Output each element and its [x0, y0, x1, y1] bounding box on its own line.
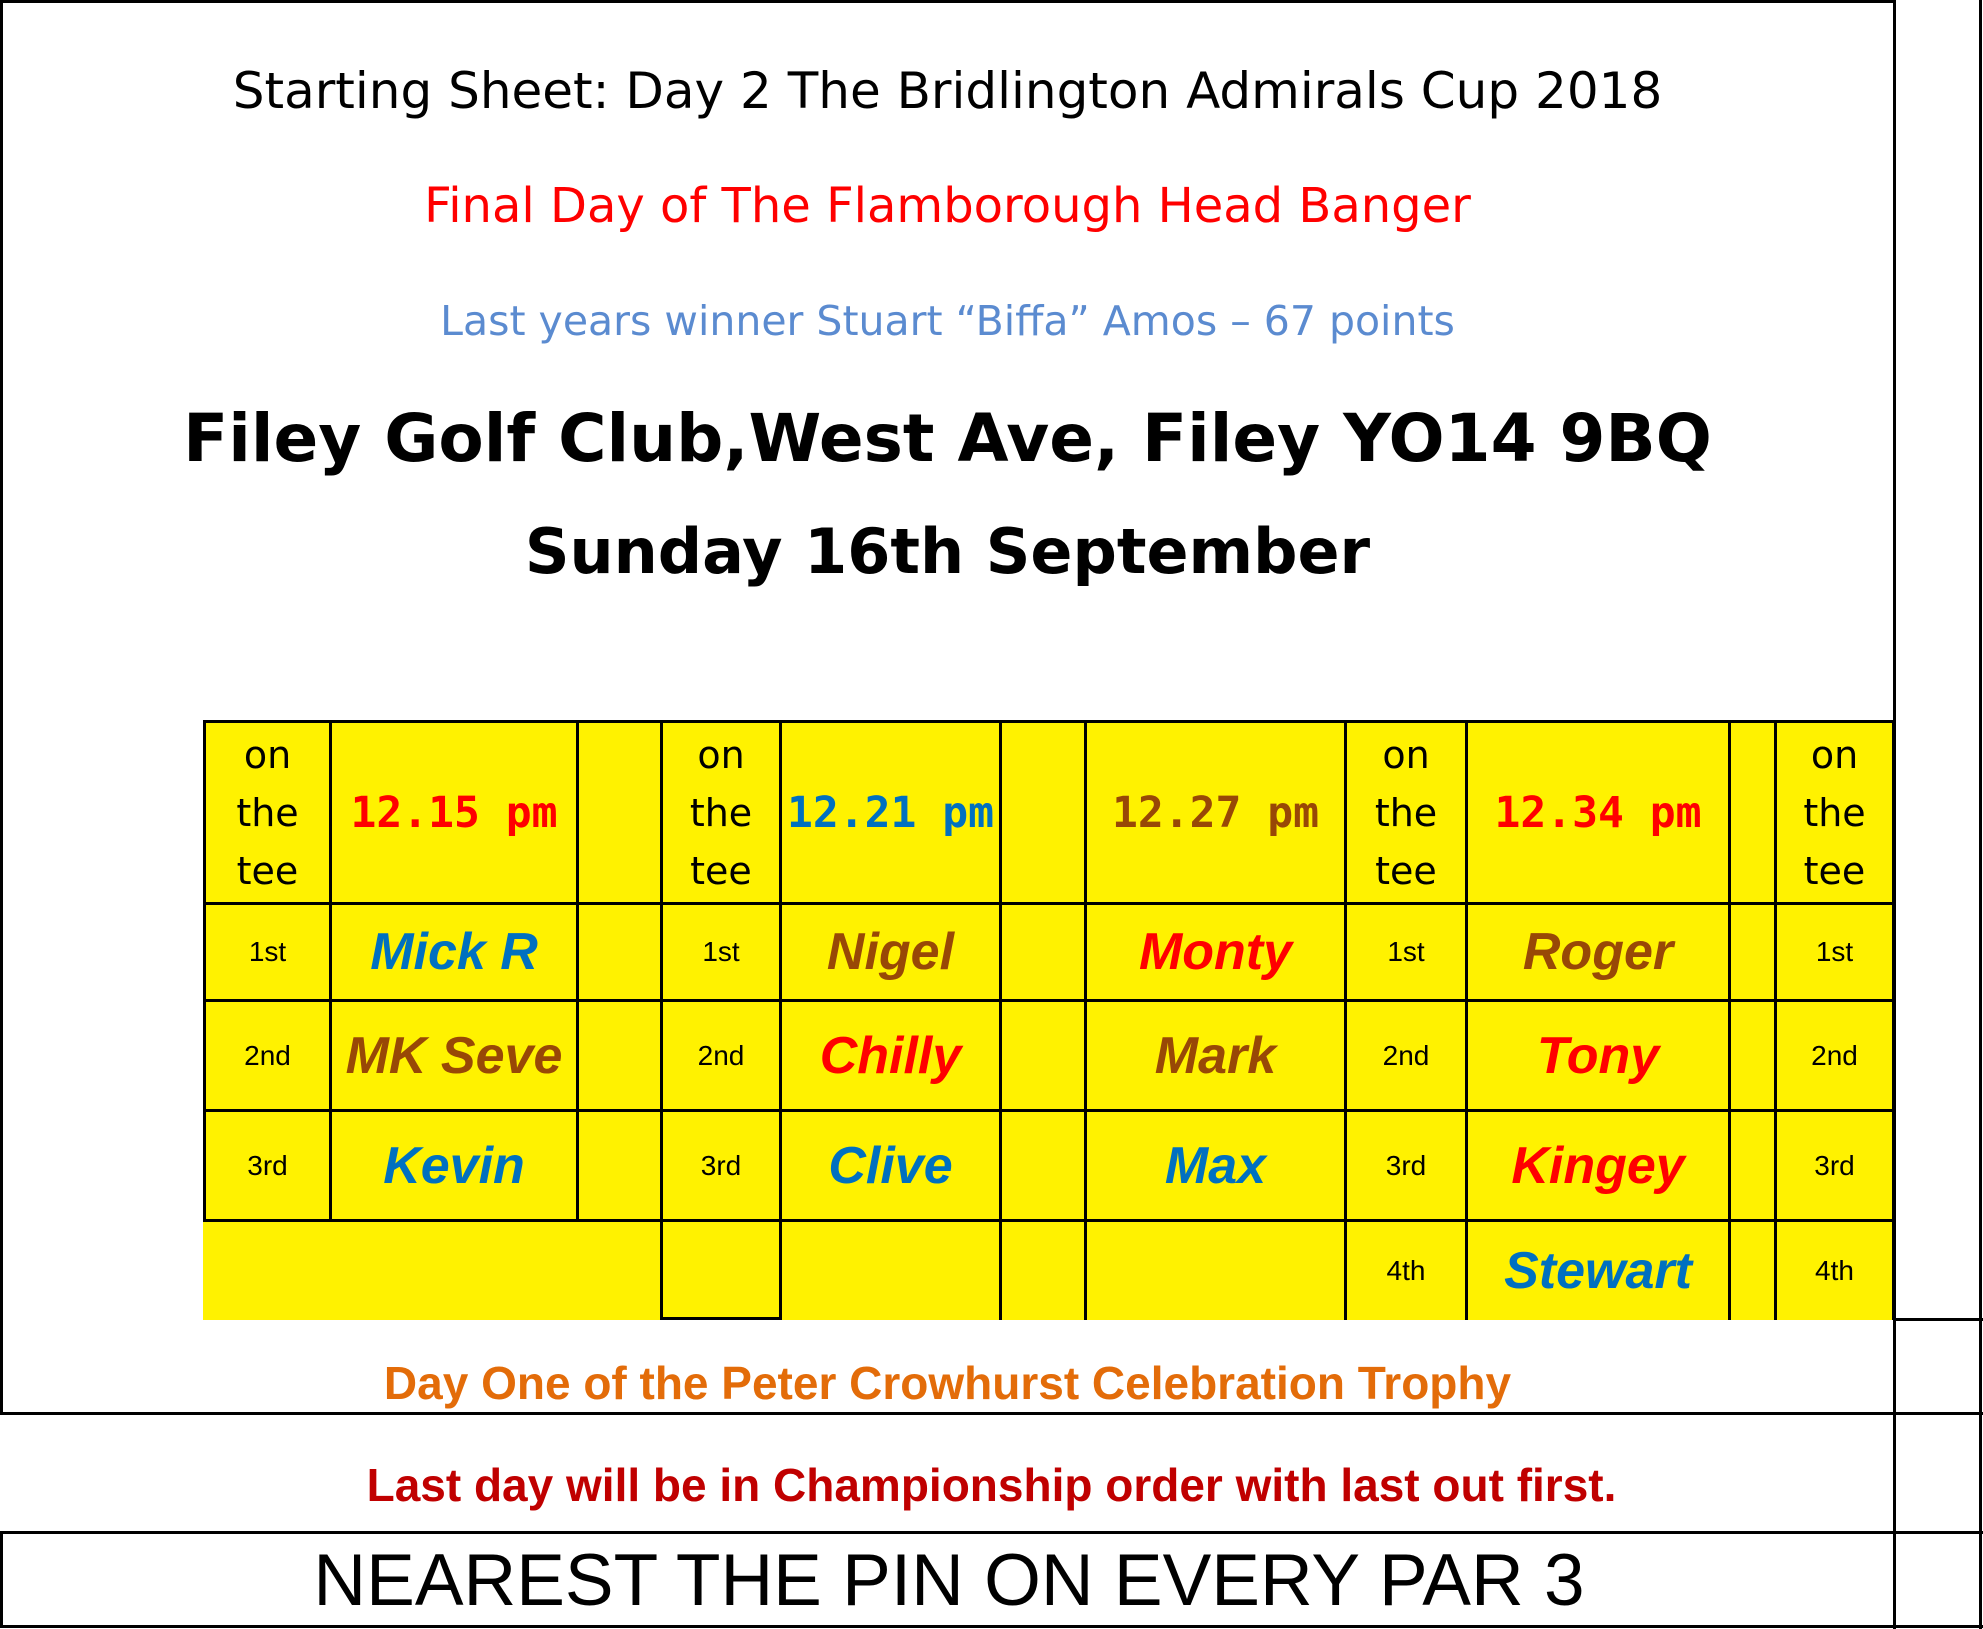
- side-box-bottom: [1895, 1412, 1983, 1415]
- on-tee-line: the: [689, 790, 753, 835]
- on-tee-line: tee: [236, 848, 299, 893]
- player-name: Mick R: [370, 923, 538, 981]
- on-tee-line: on: [243, 732, 292, 777]
- frame-far-right: [1979, 0, 1982, 1629]
- grid-line: [1728, 720, 1731, 1320]
- last-winner-note: Last years winner Stuart “Biffa” Amos – 67 points: [440, 297, 1455, 345]
- tee-times-table: [203, 720, 1895, 1320]
- on-tee-line: the: [1803, 790, 1866, 835]
- position-label: 3rd: [247, 1149, 288, 1181]
- player-name: MK Seve: [345, 1026, 563, 1085]
- on-tee-header: [1347, 723, 1465, 902]
- on-tee-line: on: [1810, 732, 1859, 777]
- tee-time-3: 12.27 pm: [1111, 787, 1320, 838]
- nearest-pin-banner: NEAREST THE PIN ON EVERY PAR 3: [0, 1531, 1895, 1628]
- player-name: Mark: [1154, 1026, 1277, 1085]
- on-tee-header: [206, 723, 329, 902]
- on-tee-line: the: [1374, 790, 1438, 835]
- position-label: 3rd: [1385, 1149, 1427, 1181]
- player-name: Max: [1164, 1136, 1267, 1195]
- player-name: Roger: [1522, 923, 1674, 981]
- on-tee-line: tee: [1803, 848, 1866, 893]
- on-tee-header: [663, 723, 779, 902]
- tee-time-2: 12.21 pm: [786, 787, 995, 838]
- grid-line: [576, 720, 579, 1222]
- player-name: Kingey: [1511, 1136, 1685, 1195]
- grid-line: [660, 1317, 782, 1320]
- position-label: 1st: [702, 936, 740, 967]
- player-name: Nigel: [826, 923, 955, 981]
- on-tee-line: on: [697, 732, 745, 777]
- side-pin-bottom: [1895, 1625, 1983, 1628]
- on-tee-line: the: [236, 790, 299, 835]
- player-name: Stewart: [1504, 1242, 1692, 1300]
- position-label: 2nd: [1382, 1039, 1430, 1071]
- tee-time-4: 12.34 pm: [1494, 787, 1702, 838]
- championship-order-note: Last day will be in Championship order with last out first.: [366, 1459, 1617, 1511]
- player-name: Clive: [828, 1136, 953, 1195]
- grid-line: [1892, 720, 1895, 1320]
- trophy-note: Day One of the Peter Crowhurst Celebration Trophy: [383, 1357, 1512, 1409]
- event-subtitle: Final Day of The Flamborough Head Banger: [424, 178, 1471, 234]
- position-label: 1st: [1387, 936, 1425, 967]
- side-pin-top: [1895, 1531, 1983, 1534]
- event-date: Sunday 16th September: [524, 515, 1371, 588]
- position-label: 3rd: [1814, 1149, 1855, 1181]
- position-label: 1st: [248, 936, 287, 967]
- position-label: 4th: [1386, 1255, 1426, 1286]
- position-label: 2nd: [697, 1039, 745, 1071]
- position-label: 3rd: [700, 1149, 742, 1181]
- position-label: 4th: [1815, 1255, 1854, 1286]
- frame-top: [0, 0, 1895, 3]
- position-label: 2nd: [1811, 1039, 1858, 1071]
- on-tee-line: tee: [690, 848, 752, 893]
- position-label: 1st: [1815, 936, 1854, 967]
- side-box-top: [1895, 1318, 1983, 1321]
- player-name: Chilly: [819, 1026, 962, 1085]
- on-tee-line: on: [1382, 732, 1430, 777]
- tee-time-1: 12.15 pm: [350, 787, 558, 838]
- frame-bottom: [0, 1412, 1895, 1415]
- player-name: Monty: [1138, 923, 1293, 981]
- grid-line: [999, 720, 1002, 1320]
- player-name: Tony: [1536, 1026, 1660, 1085]
- on-tee-line: tee: [1375, 848, 1437, 893]
- venue-address: Filey Golf Club,West Ave, Filey YO14 9BQ: [183, 400, 1712, 477]
- on-tee-header: [1777, 723, 1892, 902]
- player-name: Kevin: [383, 1136, 525, 1195]
- position-label: 2nd: [244, 1039, 291, 1071]
- sheet-title: Starting Sheet: Day 2 The Bridlington Admirals Cup 2018: [232, 62, 1663, 120]
